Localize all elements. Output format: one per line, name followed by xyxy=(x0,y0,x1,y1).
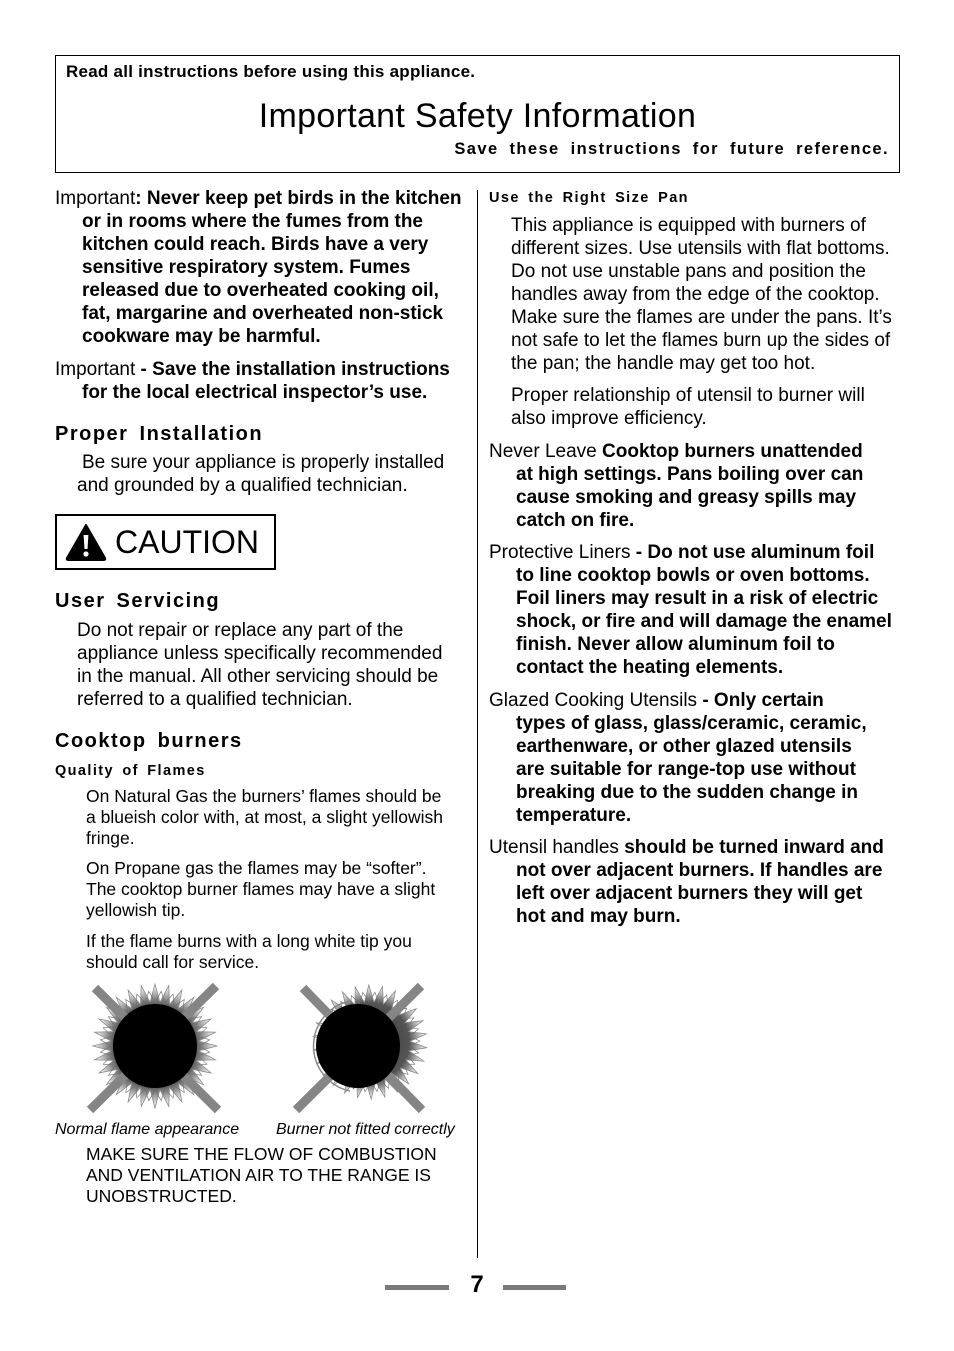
pan-efficiency-paragraph xyxy=(511,384,865,430)
never-leave-warning xyxy=(489,440,863,532)
text-line xyxy=(55,358,450,381)
text-line: and grounded by a qualified technician. xyxy=(77,475,408,496)
text-line xyxy=(55,187,462,210)
header-box xyxy=(55,55,900,173)
lead-text: Utensil handles xyxy=(489,837,619,858)
flame-paragraph-propane xyxy=(86,858,435,921)
utensil-handles-warning xyxy=(489,836,884,928)
figure-caption-misfitted: Burner not fitted correctly xyxy=(276,1121,455,1138)
lead-text: Glazed Cooking Utensils xyxy=(489,690,698,711)
text-line: UNOBSTRUCTED. xyxy=(86,1186,237,1206)
footer-bar-left xyxy=(385,1285,449,1290)
burner-normal-flame-icon xyxy=(80,978,230,1116)
lead-text: Protective Liners xyxy=(489,542,631,563)
text-line: This appliance is equipped with burners of xyxy=(511,215,866,236)
text-line: for the local electrical inspector’s use. xyxy=(82,382,428,403)
proper-installation-text xyxy=(77,451,444,497)
text-line: in the manual. All other servicing should be xyxy=(77,666,439,687)
text-line: are suitable for range-top use without xyxy=(516,759,856,780)
birds-warning xyxy=(55,187,462,348)
text-line: appliance unless specifically recommended xyxy=(77,643,443,664)
page-title: Important Safety Information xyxy=(258,97,697,135)
text-line: yellowish tip. xyxy=(86,900,186,920)
text-line: not over adjacent burners. If handles are xyxy=(516,860,883,881)
text-line: to line cooktop bowls or oven bottoms. xyxy=(516,565,870,586)
text-line: cause smoking and greasy spills may xyxy=(516,487,857,508)
text-line: at high settings. Pans boiling over can xyxy=(516,464,864,485)
text-line: temperature. xyxy=(516,805,632,826)
text-line: released due to overheated cooking oil, xyxy=(82,280,439,301)
text-line: shock, or fire and will damage the enamel xyxy=(516,611,892,632)
lead-text: Important xyxy=(55,188,136,209)
page-number: 7 xyxy=(470,1271,484,1298)
text-line: finish. Never allow aluminum foil to xyxy=(516,634,835,655)
text-line xyxy=(489,541,892,564)
lead-text: Never Leave xyxy=(489,441,597,462)
burner-misfitted-icon xyxy=(288,978,438,1116)
right-size-pan-heading: Use the Right Size Pan xyxy=(489,190,689,206)
text-line: handles away from the edge of the cooktop. xyxy=(511,284,880,305)
text-line: Proper relationship of utensil to burner will xyxy=(511,385,865,406)
save-note: Save these instructions for future reference. xyxy=(454,140,889,158)
proper-installation-heading: Proper Installation xyxy=(55,423,264,445)
installation-note xyxy=(55,358,450,404)
flame-paragraph-natural-gas xyxy=(86,786,443,849)
pan-size-paragraph xyxy=(511,214,892,375)
caution-label: CAUTION xyxy=(115,524,259,560)
text-line: breaking due to the sudden change in xyxy=(516,782,859,803)
warning-triangle-icon xyxy=(65,523,107,561)
text-line: On Natural Gas the burners’ flames should be xyxy=(86,786,442,806)
text-line: kitchen could reach. Birds have a very xyxy=(82,234,429,255)
text-line: or in rooms where the fumes from the xyxy=(82,211,423,232)
text-line xyxy=(489,440,863,463)
text-line: referred to a qualified technician. xyxy=(77,689,353,710)
column-divider xyxy=(477,190,478,1258)
quality-of-flames-subheading: Quality of Flames xyxy=(55,763,206,779)
glazed-utensils-warning xyxy=(489,689,867,827)
bold-text: should be turned inward and xyxy=(618,837,884,858)
bold-text: - Do not use aluminum foil xyxy=(630,542,875,563)
bold-text: - Only certain xyxy=(697,690,824,711)
text-line: Make sure the flames are under the pans. It’s xyxy=(511,307,892,328)
caution-box xyxy=(55,514,276,570)
text-line: AND VENTILATION AIR TO THE RANGE IS xyxy=(86,1165,431,1185)
text-line: types of glass, glass/ceramic, ceramic, xyxy=(516,713,867,734)
lead-text: Important xyxy=(55,359,136,380)
text-line: earthenware, or other glazed utensils xyxy=(516,736,852,757)
pre-note: Read all instructions before using this appliance. xyxy=(66,62,476,81)
text-line: should call for service. xyxy=(86,952,260,972)
text-line: MAKE SURE THE FLOW OF COMBUSTION xyxy=(86,1144,437,1164)
text-line xyxy=(489,836,884,859)
protective-liners-warning xyxy=(489,541,892,679)
text-line: catch on fire. xyxy=(516,510,635,531)
text-line: a blueish color with, at most, a slight yellowish xyxy=(86,807,443,827)
text-line: fat, margarine and overheated non-stick xyxy=(82,303,444,324)
text-line: If the flame burns with a long white tip you xyxy=(86,931,412,951)
text-line: different sizes. Use utensils with flat bottoms. xyxy=(511,238,890,259)
text-line: left over adjacent burners they will get xyxy=(516,883,863,904)
text-line: The cooktop burner flames may have a slight xyxy=(86,879,436,899)
figure-caption-normal: Normal flame appearance xyxy=(55,1121,240,1138)
user-servicing-text xyxy=(77,619,442,711)
text-line: hot and may burn. xyxy=(516,906,681,927)
text-line: On Propane gas the flames may be “softer”. xyxy=(86,858,427,878)
text-line: contact the heating elements. xyxy=(516,657,784,678)
text-line: Do not repair or replace any part of the xyxy=(77,620,404,641)
text-line: Be sure your appliance is properly installed xyxy=(82,452,445,473)
text-line: fringe. xyxy=(86,828,135,848)
text-line: sensitive respiratory system. Fumes xyxy=(82,257,411,278)
bold-text: Cooktop burners unattended xyxy=(596,441,863,462)
text-line: the pan; the handle may get too hot. xyxy=(511,353,816,374)
text-line: also improve efficiency. xyxy=(511,408,707,429)
text-line: Foil liners may result in a risk of electric xyxy=(516,588,879,609)
footer-bar-right xyxy=(503,1285,566,1290)
bold-text: - Save the installation instructions xyxy=(135,359,450,380)
text-line: Do not use unstable pans and position the xyxy=(511,261,866,282)
ventilation-notice xyxy=(86,1144,437,1207)
flame-paragraph-white-tip xyxy=(86,931,412,973)
cooktop-burners-heading: Cooktop burners xyxy=(55,730,243,752)
text-line: cookware may be harmful. xyxy=(82,326,321,347)
bold-text: : Never keep pet birds in the kitchen xyxy=(135,188,462,209)
text-line xyxy=(489,689,867,712)
user-servicing-heading: User Servicing xyxy=(55,590,221,612)
text-line: not safe to let the flames burn up the sides of xyxy=(511,330,891,351)
